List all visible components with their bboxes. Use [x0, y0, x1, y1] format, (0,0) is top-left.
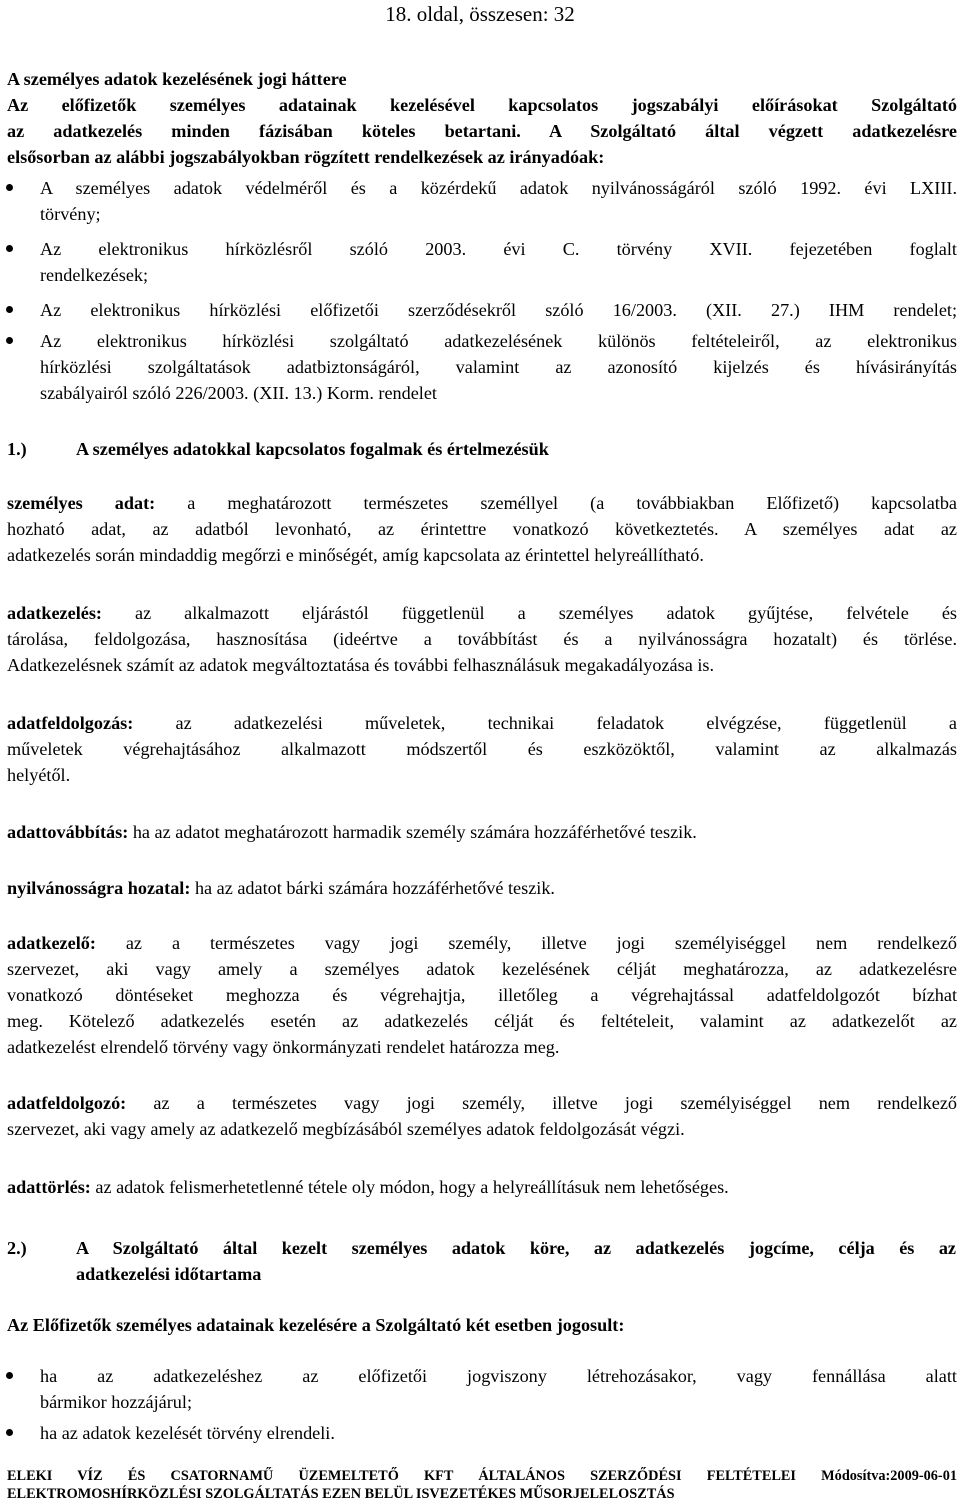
- definition-line: helyétől.: [7, 765, 71, 785]
- section-title: adatkezelési időtartama: [76, 1264, 262, 1284]
- definition-term: adatfeldolgozó:: [7, 1093, 127, 1113]
- law-item-line: hírközlési szolgáltatások adatbiztonságáról, valamint az azonosító kijelzés és hívásirányítás: [40, 357, 957, 377]
- definition-term: adatkezelés:: [7, 603, 102, 623]
- footer-line: ELEKI VÍZ ÉS CSATORNAMŰ ÜZEMELTETŐ KFT ÁLTALÁNOS SZERZŐDÉSI FELTÉTELEI Módosítva:2009-06-01: [7, 1468, 957, 1484]
- section-number: 1.): [7, 439, 27, 459]
- law-item-line: Az elektronikus hírközlési előfizetői szerződésekről szóló 16/2003. (XII. 27.) IHM rendelet;: [40, 300, 957, 320]
- case-item-line: ha az adatok kezelését törvény elrendeli.: [40, 1423, 335, 1443]
- definition-term: adatkezelő:: [7, 933, 96, 953]
- law-item-line: törvény;: [40, 204, 101, 224]
- bullet-icon: [6, 1372, 13, 1379]
- definition-line: Adatkezelésnek számít az adatok megváltoztatása és további felhasználásuk megakadályozása is.: [7, 655, 714, 675]
- definition-term: adattovábbítás:: [7, 822, 129, 842]
- definition-line: adattörlés: az adatok felismerhetetlenné tétele oly módon, hogy a helyreállításuk nem lehetőséges.: [7, 1177, 729, 1197]
- definition-line: szervezet, aki vagy amely az adatkezelő megbízásából személyes adatok feldolgozását végzi.: [7, 1119, 685, 1139]
- definition-line: vonatkozó döntéseket meghozza és végrehajtja, illetőleg a végrehajtással adatfeldolgozót bízhat: [7, 985, 957, 1005]
- intro-line: Az előfizetők személyes adatainak kezelésével kapcsolatos jogszabályi előírásokat Szolgáltató: [7, 95, 957, 115]
- law-item-line: Az elektronikus hírközlésről szóló 2003. évi C. törvény XVII. fejezetében foglalt: [40, 239, 957, 259]
- definition-line: nyilvánosságra hozatal: ha az adatot bárki számára hozzáférhetővé teszik.: [7, 878, 555, 898]
- legal-background-title: A személyes adatok kezelésének jogi háttere: [7, 69, 347, 89]
- page-number-header: 18. oldal, összesen: 32: [385, 2, 575, 26]
- case-item-line: ha az adatkezeléshez az előfizetői jogviszony létrehozásakor, vagy fennállása alatt: [40, 1366, 957, 1386]
- definition-line: tárolása, feldolgozása, hasznosítása (ideértve a továbbítást és a nyilvánosságra hozatalt) és törlése.: [7, 629, 957, 649]
- section-title: A Szolgáltató által kezelt személyes adatok köre, az adatkezelés jogcíme, célja és az: [76, 1238, 956, 1258]
- definition-term: személyes adat:: [7, 493, 156, 513]
- definition-term: nyilvánosságra hozatal:: [7, 878, 191, 898]
- section-number: 2.): [7, 1238, 27, 1258]
- law-item-line: A személyes adatok védelméről és a közérdekű adatok nyilvánosságáról szóló 1992. évi LXIII.: [40, 178, 957, 198]
- definition-line: adatkezelést elrendelő törvény vagy önkormányzati rendelet határozza meg.: [7, 1037, 560, 1057]
- law-item-line: rendelkezések;: [40, 265, 149, 285]
- definition-line: hozható adat, az adatból levonható, az érintettre vonatkozó következtetés. A személyes adat az: [7, 519, 957, 539]
- case-item-line: bármikor hozzájárul;: [40, 1392, 193, 1412]
- definition-line: adatfeldolgozó: az a természetes vagy jogi személy, illetve jogi személyiséggel nem rendelkező: [7, 1093, 957, 1113]
- bullet-icon: [6, 306, 13, 313]
- bullet-icon: [6, 245, 13, 252]
- intro-line: az adatkezelés minden fázisában köteles betartani. A Szolgáltató által végzett adatkezelésre: [7, 121, 957, 141]
- definition-line: adattovábbítás: ha az adatot meghatározott harmadik személy számára hozzáférhetővé teszik.: [7, 822, 697, 842]
- definition-line: szervezet, aki vagy amely a személyes adatok kezelésének célját meghatározza, az adatkezelésre: [7, 959, 957, 979]
- footer-line: ELEKTROMOSHÍRKÖZLÉSI SZOLGÁLTATÁS EZEN BELÜL ISVEZETÉKES MŰSORJELELOSZTÁS: [7, 1486, 675, 1502]
- law-item-line: Az elektronikus hírközlési szolgáltató adatkezelésének különös feltételeiről, az elektronikus: [40, 331, 957, 351]
- bullet-icon: [6, 337, 13, 344]
- intro-line: elsősorban az alábbi jogszabályokban rögzített rendelkezések az irányadóak:: [7, 147, 605, 167]
- definition-line: adatkezelés: az alkalmazott eljárástól függetlenül a személyes adatok gyűjtése, felvétele és: [7, 603, 957, 623]
- section-subtitle: Az Előfizetők személyes adatainak kezelésére a Szolgáltató két esetben jogosult:: [7, 1315, 625, 1335]
- section-title: A személyes adatokkal kapcsolatos fogalmak és értelmezésük: [76, 439, 549, 459]
- definition-line: műveletek végrehajtásához alkalmazott módszertől és eszközöktől, valamint az alkalmazás: [7, 739, 957, 759]
- law-item-line: szabályairól szóló 226/2003. (XII. 13.) Korm. rendelet: [40, 383, 437, 403]
- definition-line: adatfeldolgozás: az adatkezelési műveletek, technikai feladatok elvégzése, függetlenül a: [7, 713, 957, 733]
- definition-line: meg. Kötelező adatkezelés esetén az adatkezelés célját és feltételeit, valamint az adatkezelőt az: [7, 1011, 957, 1031]
- definition-line: személyes adat: a meghatározott természetes személlyel (a továbbiakban Előfizető) kapcsolatba: [7, 493, 957, 513]
- definition-term: adattörlés:: [7, 1177, 91, 1197]
- definition-line: adatkezelés során mindaddig megőrzi e minőségét, amíg kapcsolata az érintettel helyreállítható.: [7, 545, 704, 565]
- definition-term: adatfeldolgozás:: [7, 713, 134, 733]
- definition-line: adatkezelő: az a természetes vagy jogi személy, illetve jogi személyiséggel nem rendelkező: [7, 933, 957, 953]
- bullet-icon: [6, 1429, 13, 1436]
- bullet-icon: [6, 184, 13, 191]
